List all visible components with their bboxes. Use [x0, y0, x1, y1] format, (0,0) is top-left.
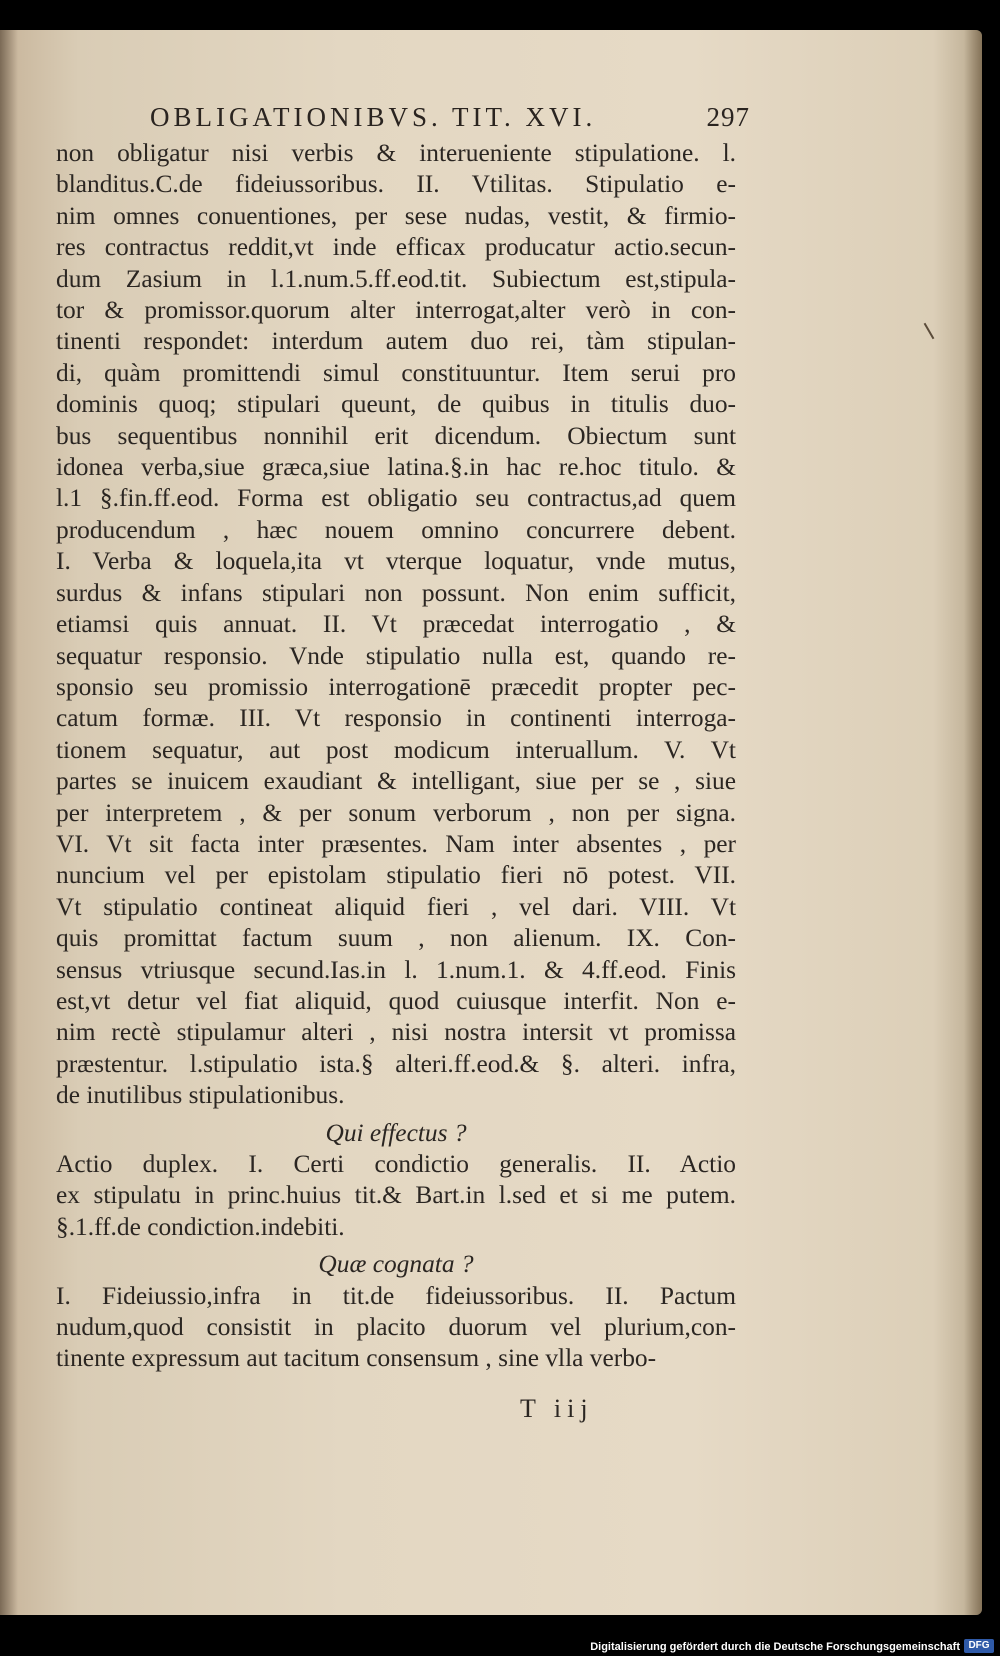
text-line: §.1.ff.de condiction.indebiti.: [56, 1212, 345, 1241]
text-line: tinenti respondet: interdum autem duo rei, tàm stipulan-: [56, 327, 736, 356]
section-heading: Quæ cognata ?: [318, 1250, 474, 1279]
running-head: [150, 102, 750, 133]
text-line: l.1 §.fin.ff.eod. Forma est obligatio seu contractus,ad quem: [56, 484, 736, 513]
footer-bar: [0, 1615, 1000, 1656]
text-line: dum Zasium in l.1.num.5.ff.eod.tit. Subiectum est,stipula-: [56, 264, 736, 293]
page-number: 297: [706, 102, 750, 132]
text-line: Actio duplex. I. Certi condictio generalis. II. Actio: [56, 1150, 736, 1178]
text-line: producendum , hæc nouem omnino concurrere debent.: [56, 515, 736, 544]
text-line: nim rectè stipulamur alteri , nisi nostra intersit vt promissa: [56, 1018, 736, 1047]
text-line: tionem sequatur, aut post modicum interuallum. V. Vt: [56, 735, 736, 764]
text-line: VI. Vt sit facta inter præsentes. Nam inter absentes , per: [56, 829, 736, 858]
text-line: bus sequentibus nonnihil erit dicendum. Obiectum sunt: [56, 421, 736, 450]
text-line: præstentur. l.stipulatio ista.§ alteri.ff.eod.& §. alteri. infra,: [56, 1049, 736, 1078]
text-line: sponsio seu promissio interrogationē præcedit propter pec-: [56, 672, 736, 701]
signature-mark: T iij: [520, 1394, 594, 1423]
page-edge-shadow: [964, 30, 982, 1615]
book-page: [0, 30, 982, 1615]
text-line: partes se inuicem exaudiant & intelligant, siue per se , siue: [56, 767, 736, 796]
text-line: blanditus.C.de fideiussoribus. II. Vtilitas. Stipulatio e-: [56, 170, 736, 199]
text-line: ex stipulatu in princ.huius tit.& Bart.in l.sed et si me putem.: [56, 1181, 736, 1210]
page-gutter-shadow: [0, 30, 18, 1615]
running-head-title: OBLIGATIONIBVS. TIT. XVI.: [150, 102, 597, 132]
text-line: idonea verba,siue græca,siue latina.§.in hac re.hoc titulo. &: [56, 453, 736, 482]
text-line: tor & promissor.quorum alter interrogat,alter verò in con-: [56, 296, 736, 325]
text-line: etiamsi quis annuat. II. Vt præcedat interrogatio , &: [56, 610, 736, 639]
text-line: est,vt detur vel fiat aliquid, quod cuiusque interfit. Non e-: [56, 986, 736, 1015]
text-line: non obligatur nisi verbis & interueniente stipulatione. l.: [56, 139, 736, 167]
text-line: sequatur responsio. Vnde stipulatio nulla est, quando re-: [56, 641, 736, 670]
text-line: I. Verba & loquela,ita vt vterque loquatur, vnde mutus,: [56, 547, 736, 576]
funding-credit: Digitalisierung gefördert durch die Deutsche Forschungsgemeinschaft: [590, 1641, 960, 1653]
text-line: nudum,quod consistit in placito duorum vel plurium,con-: [56, 1313, 736, 1342]
text-line: de inutilibus stipulationibus.: [56, 1081, 345, 1110]
text-line: di, quàm promittendi simul constituuntur. Item serui pro: [56, 358, 736, 387]
section-related: [56, 1249, 736, 1375]
text-line: catum formæ. III. Vt responsio in continenti interroga-: [56, 704, 736, 733]
section-heading: Qui effectus ?: [325, 1118, 467, 1147]
text-line: nuncium vel per epistolam stipulatio fieri nō potest. VII.: [56, 861, 736, 890]
text-line: surdus & infans stipulari non possunt. Non enim sufficit,: [56, 578, 736, 607]
section-effects: [56, 1118, 736, 1244]
text-line: sensus vtriusque secund.Ias.in l. 1.num.1. & 4.ff.eod. Finis: [56, 955, 736, 984]
text-line: tinente expressum aut tacitum consensum , sine vlla verbo-: [56, 1344, 657, 1373]
text-line: I. Fideiussio,infra in tit.de fideiussoribus. II. Pactum: [56, 1281, 736, 1310]
ink-mark: [924, 323, 935, 340]
body-text: [56, 138, 736, 1375]
text-line: res contractus reddit,vt inde efficax producatur actio.secun-: [56, 233, 736, 262]
main-paragraph: [56, 138, 736, 1112]
text-line: per interpretem , & per sonum verborum , non per signa.: [56, 798, 736, 827]
text-line: nim omnes conuentiones, per sese nudas, vestit, & firmio-: [56, 201, 736, 230]
text-line: dominis quoq; stipulari queunt, de quibus in titulis duo-: [56, 390, 736, 419]
text-line: Vt stipulatio contineat aliquid fieri , vel dari. VIII. Vt: [56, 892, 736, 921]
text-line: quis promittat factum suum , non alienum. IX. Con-: [56, 924, 736, 953]
dfg-logo: DFG: [964, 1639, 994, 1653]
